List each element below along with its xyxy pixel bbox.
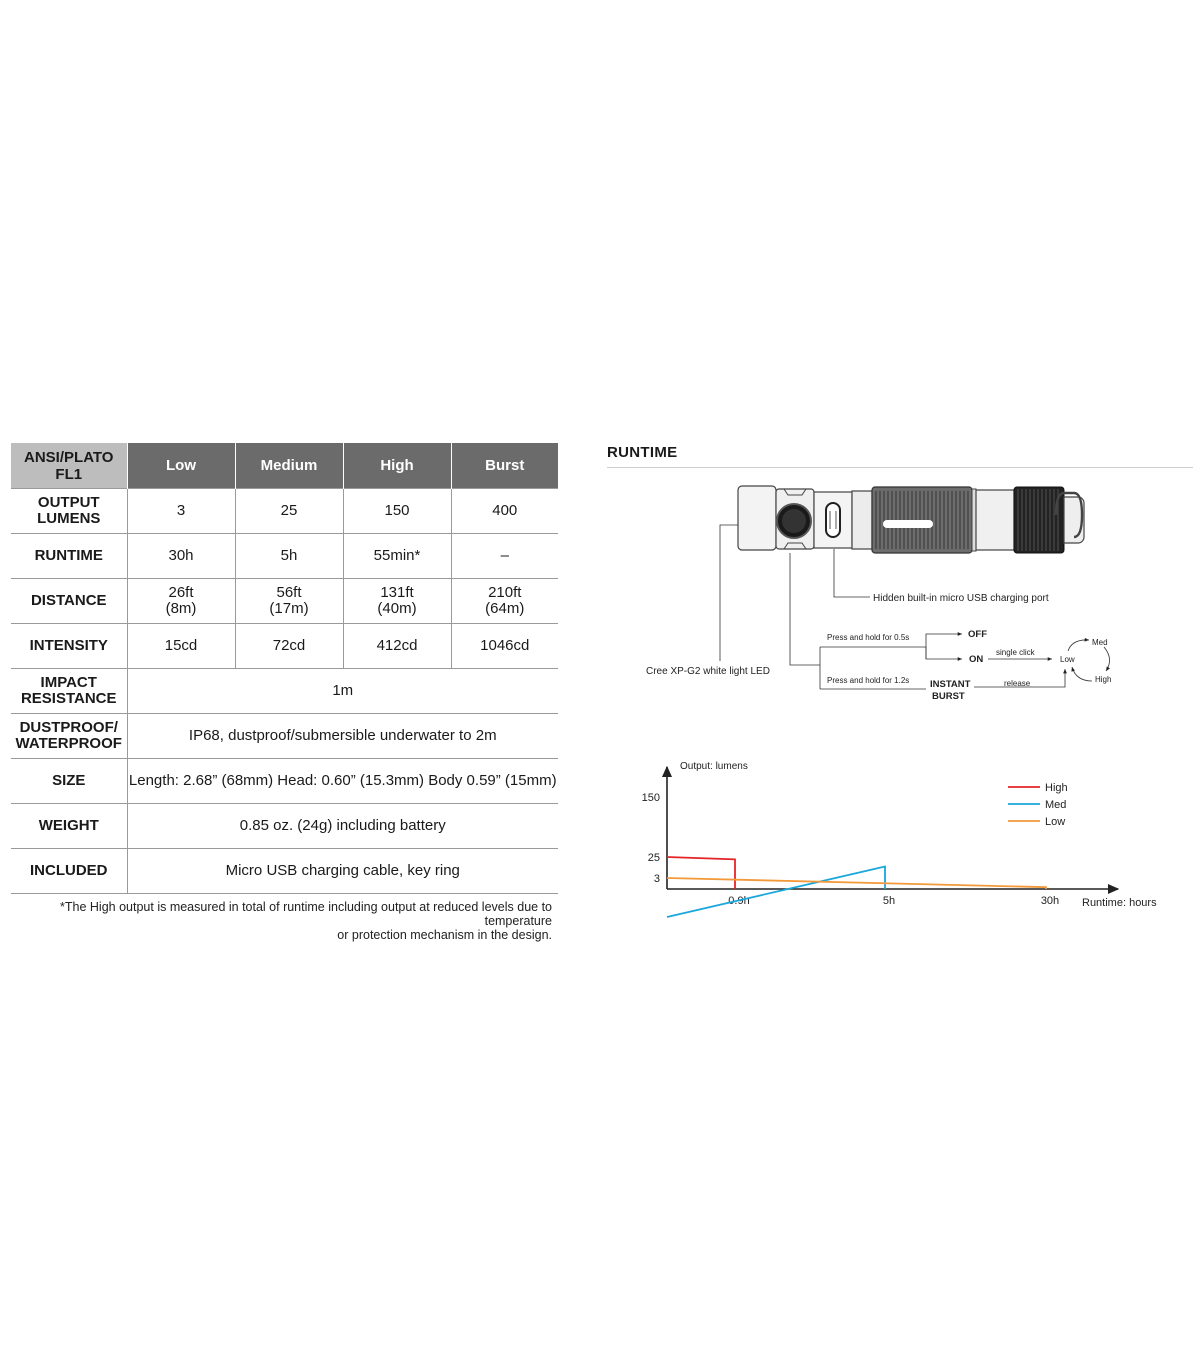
spec-cell-line: 150 — [384, 502, 410, 519]
series-line-high — [667, 857, 735, 889]
spec-cell-line: 400 — [492, 502, 518, 519]
y-tick-label: 150 — [641, 792, 660, 804]
on-state: ON — [969, 654, 984, 665]
runtime-title: RUNTIME — [607, 444, 678, 461]
spec-cell-line: (40m) — [377, 600, 417, 617]
off-state: OFF — [968, 629, 987, 640]
row-header — [11, 579, 127, 624]
spec-cell-line: 30h — [168, 547, 194, 564]
spec-cell-line: 56ft — [276, 584, 302, 601]
y-tick-label: 3 — [653, 873, 660, 885]
flashlight-illustration — [738, 486, 1084, 553]
release-label: release — [1004, 679, 1031, 688]
cycle-arrow-high-low — [1072, 667, 1092, 681]
spec-row — [11, 534, 558, 579]
spec-row — [11, 579, 558, 624]
spec-table — [11, 443, 558, 894]
row-header — [11, 624, 127, 669]
led-label: Cree XP-G2 white light LED — [646, 666, 770, 677]
usb-port-label: Hidden built-in micro USB charging port — [873, 593, 1049, 604]
spec-cell-line: 131ft — [380, 584, 414, 601]
spec-cell — [451, 579, 558, 624]
spec-value: 1m — [127, 669, 558, 714]
spec-cell-line: 1046cd — [480, 637, 530, 654]
spec-cell-line: 210ft — [488, 584, 522, 601]
column-header-high: High — [343, 443, 451, 489]
spec-table-grid — [11, 443, 558, 894]
row-header — [11, 534, 127, 579]
spec-cell — [235, 534, 343, 579]
press-short-label: Press and hold for 0.5s — [827, 633, 910, 642]
row-header-line: WATERPROOF — [15, 735, 122, 752]
spec-cell-line: (64m) — [485, 600, 525, 617]
cycle-high: High — [1095, 675, 1112, 684]
led-leader-line — [720, 525, 738, 661]
series-line-low — [667, 878, 1046, 889]
spec-cell — [127, 624, 235, 669]
row-header-line: IMPACT — [40, 674, 97, 691]
cycle-low: Low — [1060, 655, 1075, 664]
cycle-arrow-low-med — [1068, 640, 1089, 651]
instant-burst-label-1: INSTANT — [930, 679, 971, 690]
x-tick-label: 5h — [882, 895, 896, 907]
spec-row — [11, 624, 558, 669]
footnote-line: *The High output is measured in total of runtime including output at reduced levels due to temperature — [60, 900, 552, 928]
spec-cell — [127, 534, 235, 579]
spec-cell — [451, 489, 558, 534]
row-header — [11, 759, 127, 804]
spec-cell — [127, 579, 235, 624]
spec-cell-line: 25 — [280, 502, 298, 519]
spec-cell — [235, 579, 343, 624]
spec-cell-line: 15cd — [164, 637, 198, 654]
row-header-line: LUMENS — [37, 510, 101, 527]
spec-cell-line: 55min* — [373, 547, 421, 564]
x-tick-label: 0.9h — [728, 895, 750, 907]
row-header-line: DISTANCE — [30, 592, 107, 609]
legend-label: High — [1045, 782, 1068, 794]
corner-header: ANSI/PLATO FL1 — [11, 443, 127, 489]
section-divider — [607, 467, 1193, 468]
spec-cell-line: (17m) — [269, 600, 309, 617]
usb-leader-line — [834, 549, 870, 597]
column-header-medium: Medium — [235, 443, 343, 489]
press-long-label: Press and hold for 1.2s — [827, 676, 910, 685]
spec-cell-line: 3 — [176, 502, 186, 519]
spec-cell — [343, 579, 451, 624]
spec-cell-line: (8m) — [165, 600, 197, 617]
footnote — [11, 900, 552, 942]
row-header-line: INTENSITY — [29, 637, 108, 654]
spec-row — [11, 849, 558, 894]
spec-cell — [235, 624, 343, 669]
spec-row — [11, 804, 558, 849]
row-header — [11, 489, 127, 534]
spec-row — [11, 489, 558, 534]
row-header — [11, 669, 127, 714]
row-header — [11, 849, 127, 894]
spec-cell — [343, 534, 451, 579]
button-leader-line — [790, 553, 820, 665]
spec-cell — [127, 489, 235, 534]
cycle-arrow-med-high — [1104, 647, 1110, 671]
column-header-burst: Burst — [451, 443, 558, 489]
x-tick-label: 30h — [1040, 895, 1060, 907]
row-header-line: RESISTANCE — [20, 690, 117, 707]
spec-row — [11, 759, 558, 804]
row-header-line: DUSTPROOF/ — [19, 719, 118, 736]
spec-row — [11, 669, 558, 714]
row-header — [11, 804, 127, 849]
runtime-chart — [600, 750, 1190, 925]
column-header-low: Low — [127, 443, 235, 489]
spec-cell — [451, 534, 558, 579]
y-axis-label: Output: lumens — [680, 761, 748, 772]
spec-cell-line: 5h — [280, 547, 298, 564]
spec-cell-line: 412cd — [376, 637, 418, 654]
instant-burst-label-2: BURST — [932, 691, 965, 702]
spec-cell — [343, 624, 451, 669]
spec-cell — [343, 489, 451, 534]
row-header-line: OUTPUT — [37, 494, 100, 511]
spec-row — [11, 714, 558, 759]
legend-label: Low — [1045, 816, 1066, 828]
y-tick-label: 25 — [647, 852, 660, 864]
spec-cell — [451, 624, 558, 669]
row-header-line: SIZE — [52, 772, 86, 789]
legend-label: Med — [1045, 799, 1067, 811]
spec-table-body — [11, 489, 558, 894]
spec-cell — [235, 489, 343, 534]
spec-header-row — [11, 443, 558, 489]
spec-cell-line: 26ft — [168, 584, 194, 601]
flashlight-diagram — [600, 475, 1190, 710]
spec-value: Micro USB charging cable, key ring — [127, 849, 558, 894]
single-click-label: single click — [996, 648, 1035, 657]
spec-cell-line: 72cd — [272, 637, 306, 654]
series-line-med — [667, 867, 885, 917]
spec-value: Length: 2.68” (68mm) Head: 0.60” (15.3mm) Body 0.59” (15mm) — [127, 759, 558, 804]
spec-value: IP68, dustproof/submersible underwater to 2m — [127, 714, 558, 759]
footnote-line: or protection mechanism in the design. — [337, 928, 552, 942]
spec-value: 0.85 oz. (24g) including battery — [127, 804, 558, 849]
row-header-line: RUNTIME — [34, 547, 103, 564]
x-axis-label: Runtime: hours — [1082, 897, 1157, 909]
row-header-line: WEIGHT — [38, 817, 99, 834]
row-header — [11, 714, 127, 759]
spec-cell-line: – — [500, 547, 509, 564]
cycle-med: Med — [1092, 638, 1108, 647]
row-header-line: INCLUDED — [30, 862, 108, 879]
